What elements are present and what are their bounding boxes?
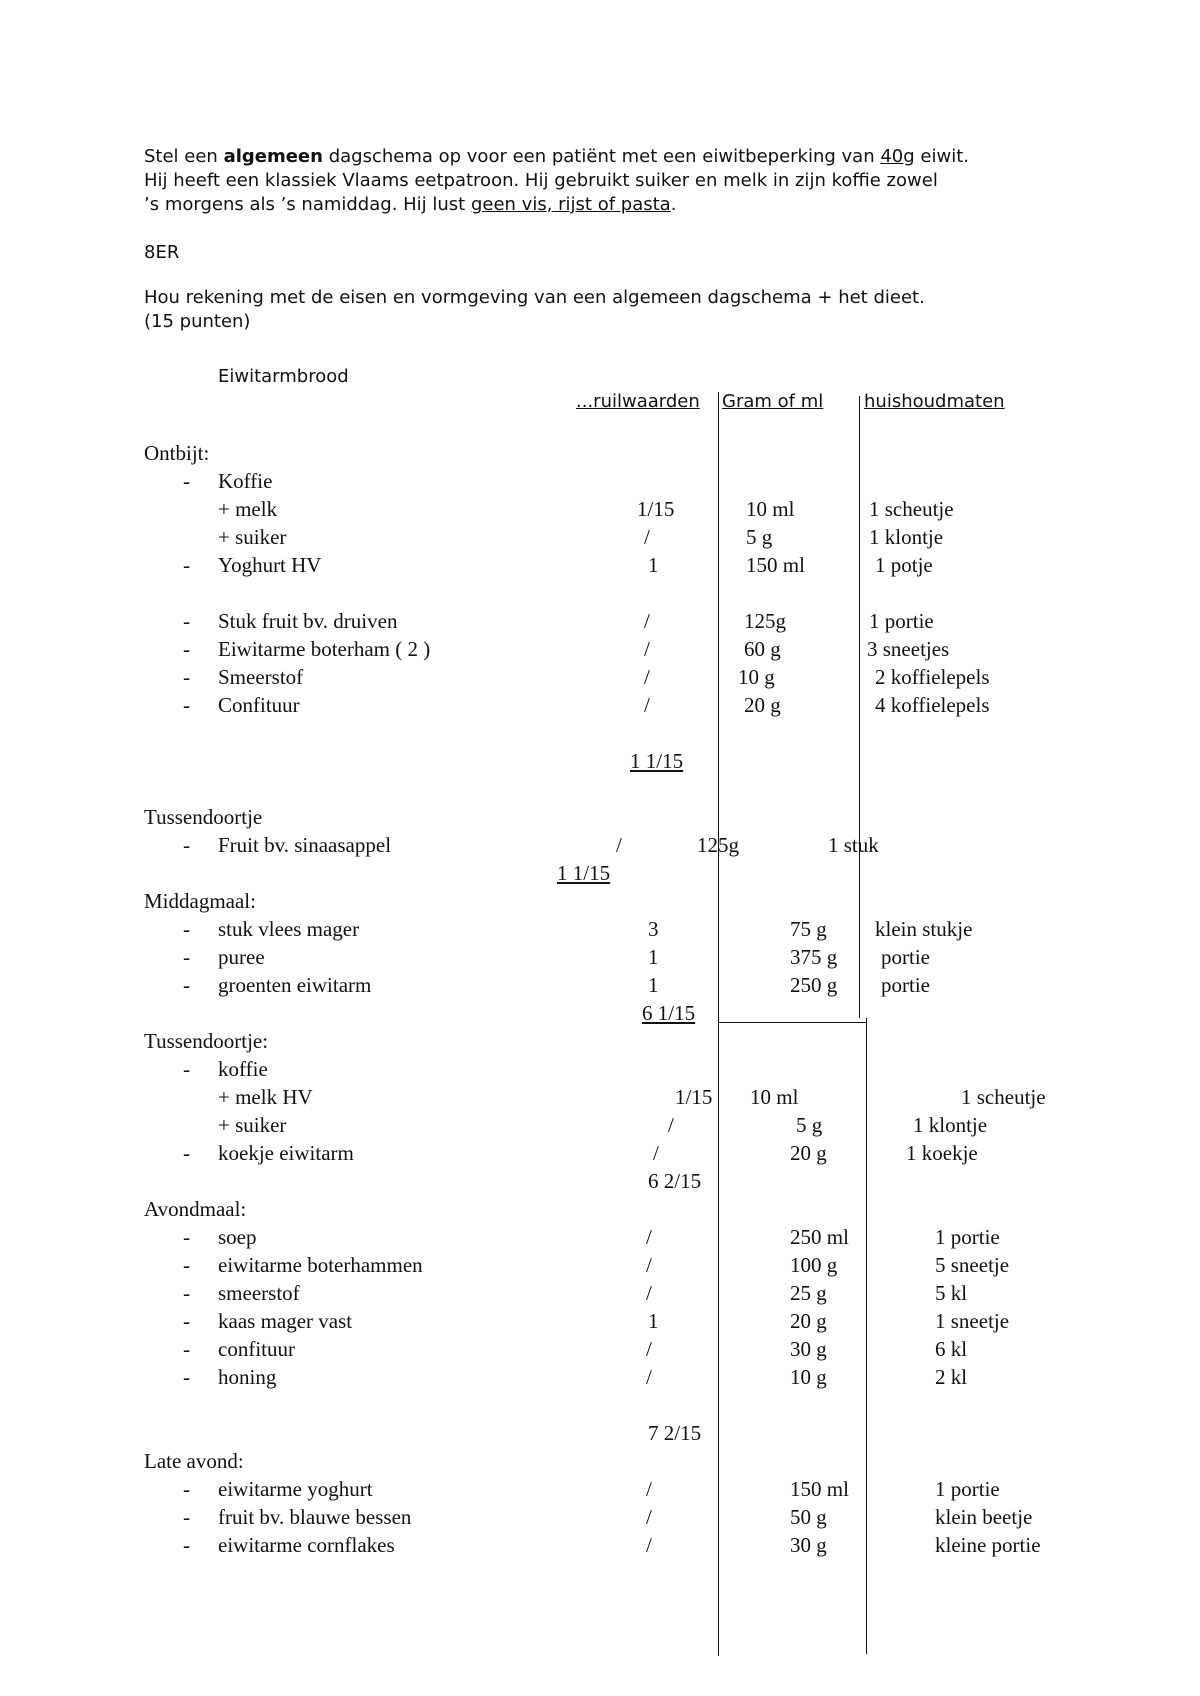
bullet: -: [183, 917, 190, 941]
item-huishoudmaat: 3 sneetjes: [867, 637, 950, 661]
item-huishoudmaat: 1 scheutje: [961, 1085, 1046, 1109]
item-name: honing: [218, 1365, 277, 1389]
item-ruilwaarde: /: [646, 1477, 652, 1501]
item-name: smeerstof: [218, 1281, 300, 1305]
section-middagmaal: Middagmaal:: [144, 889, 256, 913]
column-divider-1: [718, 392, 719, 1656]
item-name: Yoghurt HV: [218, 553, 322, 577]
item-name: Stuk fruit bv. druiven: [218, 609, 398, 633]
item-huishoudmaat: 2 kl: [935, 1365, 968, 1389]
intro-line-3: [144, 193, 1144, 217]
subtotal-tussendoortje-1: [557, 861, 610, 885]
intro-line-1: [144, 145, 1144, 169]
item-gram: 250 g: [790, 973, 838, 997]
item-gram: 5 g: [746, 525, 773, 549]
bullet: -: [183, 553, 190, 577]
item-ruilwaarde: /: [668, 1113, 674, 1137]
item-gram: 125g: [697, 833, 739, 857]
header-gram-text: Gram of ml: [722, 391, 824, 412]
bullet: -: [183, 1225, 190, 1249]
item-gram: 125g: [744, 609, 786, 633]
intro-block: [144, 145, 1144, 334]
item-name: + melk HV: [218, 1085, 313, 1109]
subtotal-middagmaal: [642, 1001, 695, 1025]
bullet: -: [183, 637, 190, 661]
item-name: kaas mager vast: [218, 1309, 353, 1333]
item-huishoudmaat: 5 kl: [935, 1281, 968, 1305]
item-gram: 20 g: [790, 1141, 827, 1165]
item-gram: 250 ml: [790, 1225, 849, 1249]
section-ontbijt: Ontbijt:: [144, 441, 210, 465]
intro-text: ’s morgens als ’s namiddag. Hij lust: [144, 194, 471, 215]
item-gram: 60 g: [744, 637, 781, 661]
item-huishoudmaat: portie: [881, 945, 930, 969]
item-ruilwaarde: /: [616, 833, 622, 857]
item-huishoudmaat: 1 potje: [875, 553, 933, 577]
item-name: koffie: [218, 1057, 268, 1081]
item-name: puree: [218, 945, 265, 969]
subtotal-ontbijt: [630, 749, 683, 773]
item-name: Koffie: [218, 469, 273, 493]
item-gram: 10 g: [790, 1365, 827, 1389]
item-ruilwaarde: /: [646, 1533, 652, 1557]
item-gram: 20 g: [744, 693, 781, 717]
bullet: -: [183, 693, 190, 717]
item-ruilwaarde: 1: [648, 553, 659, 577]
bullet: -: [183, 1057, 190, 1081]
item-name: + suiker: [218, 1113, 287, 1137]
item-ruilwaarde: /: [646, 1225, 652, 1249]
item-gram: 375 g: [790, 945, 838, 969]
bullet: -: [183, 1253, 190, 1277]
item-gram: 75 g: [790, 917, 827, 941]
intro-points: (15 punten): [144, 311, 251, 332]
item-name: eiwitarme cornflakes: [218, 1533, 395, 1557]
item-gram: 30 g: [790, 1337, 827, 1361]
item-ruilwaarde: /: [644, 609, 650, 633]
item-ruilwaarde: 1: [648, 945, 659, 969]
bullet: -: [183, 1365, 190, 1389]
item-huishoudmaat: klein stukje: [875, 917, 973, 941]
item-ruilwaarde: /: [646, 1365, 652, 1389]
item-gram: 150 ml: [790, 1477, 849, 1501]
item-name: Fruit bv. sinaasappel: [218, 833, 392, 857]
intro-underline: 40g: [880, 146, 915, 167]
item-huishoudmaat: 4 koffielepels: [875, 693, 990, 717]
subtotal-ontbijt-text: 1 1/15: [630, 749, 684, 773]
item-gram: 20 g: [790, 1309, 827, 1333]
item-name: groenten eiwitarm: [218, 973, 372, 997]
bullet: -: [183, 833, 190, 857]
item-ruilwaarde: /: [646, 1337, 652, 1361]
bullet: -: [183, 1505, 190, 1529]
header-huishoudmaten: [864, 390, 1005, 414]
intro-text: .: [670, 194, 677, 215]
subtotal-middagmaal-text: 6 1/15: [642, 1001, 696, 1025]
item-name: Smeerstof: [218, 665, 304, 689]
column-divider-2b: [866, 1018, 867, 1654]
item-ruilwaarde: 1: [648, 1309, 659, 1333]
section-tussendoortje-1: Tussendoortje: [144, 805, 263, 829]
intro-line-2: Hij heeft een klassiek Vlaams eetpatroon. Hij gebruikt suiker en melk in zijn koffie zowel: [144, 170, 938, 191]
item-gram: 10 g: [738, 665, 775, 689]
item-name: fruit bv. blauwe bessen: [218, 1505, 412, 1529]
bullet: -: [183, 1533, 190, 1557]
bullet: -: [183, 1337, 190, 1361]
item-huishoudmaat: 6 kl: [935, 1337, 968, 1361]
item-ruilwaarde: /: [644, 665, 650, 689]
item-ruilwaarde: /: [644, 525, 650, 549]
item-huishoudmaat: 1 scheutje: [869, 497, 954, 521]
section-avondmaal: Avondmaal:: [144, 1197, 247, 1221]
item-ruilwaarde: /: [644, 693, 650, 717]
subtotal-avondmaal: 7 2/15: [648, 1421, 702, 1445]
bullet: -: [183, 609, 190, 633]
item-name: eiwitarme boterhammen: [218, 1253, 423, 1277]
subtitle: Eiwitarmbrood: [218, 366, 349, 387]
header-ruilwaarden-text: ...ruilwaarden: [576, 391, 700, 412]
header-huishoudmaten-text: huishoudmaten: [864, 391, 1005, 412]
intro-text: dagschema op voor een patiënt met een eiwitbeperking van: [322, 146, 881, 167]
bullet: -: [183, 1309, 190, 1333]
item-huishoudmaat: kleine portie: [935, 1533, 1041, 1557]
item-gram: 30 g: [790, 1533, 827, 1557]
item-ruilwaarde: /: [646, 1253, 652, 1277]
item-name: confituur: [218, 1337, 295, 1361]
section-late-avond: Late avond:: [144, 1449, 244, 1473]
item-name: + suiker: [218, 525, 287, 549]
intro-code: 8ER: [144, 242, 180, 263]
item-huishoudmaat: 5 sneetje: [935, 1253, 1010, 1277]
bullet: -: [183, 469, 190, 493]
item-huishoudmaat: klein beetje: [935, 1505, 1033, 1529]
item-ruilwaarde: 1/15: [675, 1085, 713, 1109]
item-gram: 50 g: [790, 1505, 827, 1529]
item-huishoudmaat: 1 klontje: [913, 1113, 988, 1137]
header-gram: [722, 390, 823, 414]
item-name: koekje eiwitarm: [218, 1141, 354, 1165]
section-tussendoortje-2: Tussendoortje:: [144, 1029, 269, 1053]
item-name: eiwitarme yoghurt: [218, 1477, 373, 1501]
header-ruilwaarden: [576, 390, 700, 414]
item-name: soep: [218, 1225, 257, 1249]
item-name: Confituur: [218, 693, 300, 717]
bullet: -: [183, 1141, 190, 1165]
intro-text: Stel een: [144, 146, 224, 167]
item-gram: 100 g: [790, 1253, 838, 1277]
item-ruilwaarde: /: [646, 1505, 652, 1529]
item-gram: 5 g: [796, 1113, 823, 1137]
item-huishoudmaat: 1 portie: [935, 1225, 1000, 1249]
intro-text: eiwit.: [914, 146, 970, 167]
subtotal-tussendoortje-2: 6 2/15: [648, 1169, 702, 1193]
item-gram: 10 ml: [750, 1085, 799, 1109]
item-huishoudmaat: 1 sneetje: [935, 1309, 1010, 1333]
separator-line: [718, 1022, 866, 1023]
item-ruilwaarde: /: [644, 637, 650, 661]
bullet: -: [183, 945, 190, 969]
item-gram: 25 g: [790, 1281, 827, 1305]
item-gram: 150 ml: [746, 553, 805, 577]
item-ruilwaarde: 1/15: [637, 497, 675, 521]
item-huishoudmaat: portie: [881, 973, 930, 997]
bullet: -: [183, 1477, 190, 1501]
intro-bold: algemeen: [223, 146, 323, 167]
item-huishoudmaat: 2 koffielepels: [875, 665, 990, 689]
intro-underline: geen vis, rijst of pasta: [470, 194, 671, 215]
item-huishoudmaat: 1 klontje: [869, 525, 944, 549]
item-ruilwaarde: 3: [648, 917, 659, 941]
item-name: + melk: [218, 497, 278, 521]
item-name: stuk vlees mager: [218, 917, 360, 941]
subtotal-tussendoortje-1-text: 1 1/15: [557, 861, 611, 885]
item-ruilwaarde: /: [653, 1141, 659, 1165]
item-huishoudmaat: 1 portie: [935, 1477, 1000, 1501]
item-huishoudmaat: 1 koekje: [906, 1141, 978, 1165]
item-ruilwaarde: /: [646, 1281, 652, 1305]
column-divider-2a: [859, 396, 860, 1018]
item-gram: 10 ml: [746, 497, 795, 521]
bullet: -: [183, 665, 190, 689]
item-name: Eiwitarme boterham ( 2 ): [218, 637, 431, 661]
item-huishoudmaat: 1 portie: [869, 609, 934, 633]
item-huishoudmaat: 1 stuk: [828, 833, 879, 857]
item-ruilwaarde: 1: [648, 973, 659, 997]
intro-task: Hou rekening met de eisen en vormgeving van een algemeen dagschema + het dieet.: [144, 287, 925, 308]
bullet: -: [183, 1281, 190, 1305]
bullet: -: [183, 973, 190, 997]
